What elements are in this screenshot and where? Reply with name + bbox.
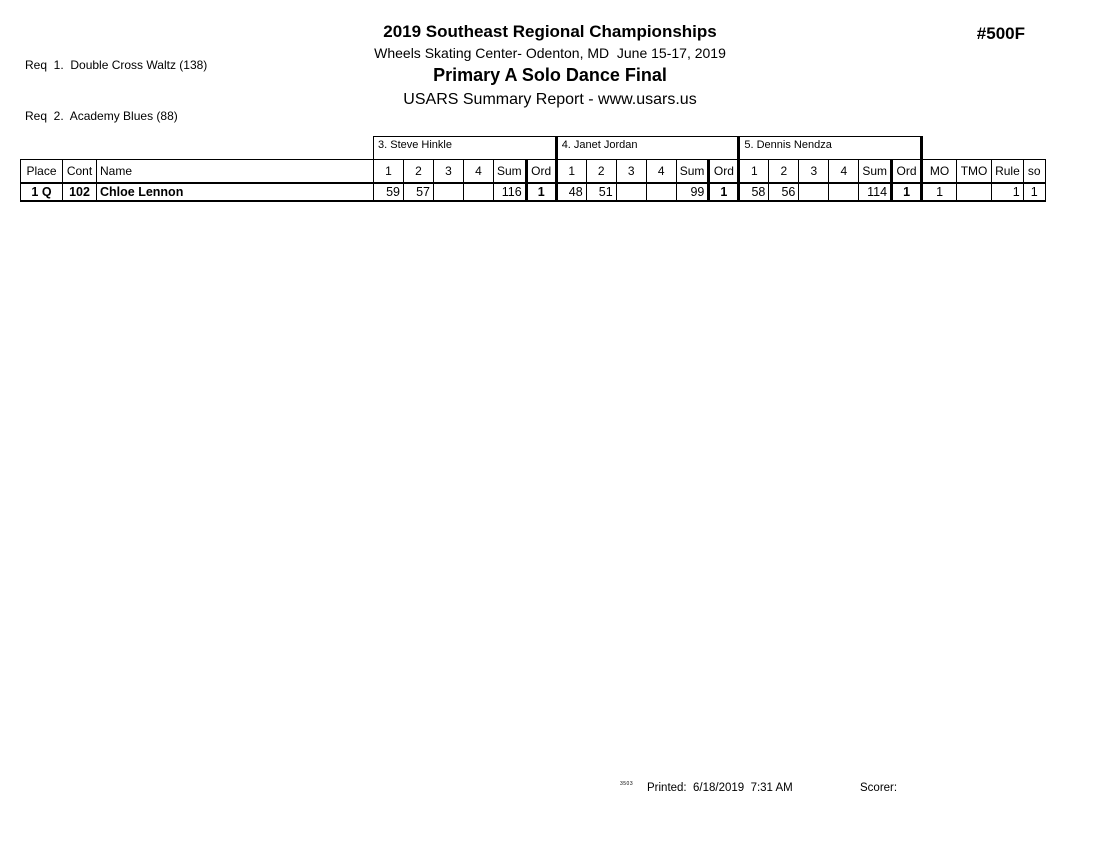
col-score: 3 xyxy=(799,160,829,183)
judge-name-row xyxy=(21,137,1046,160)
col-score: 2 xyxy=(769,160,799,183)
col-so: so xyxy=(1023,160,1045,183)
col-score: 1 xyxy=(739,160,769,183)
col-score: 3 xyxy=(434,160,464,183)
col-score: 2 xyxy=(586,160,616,183)
col-score: 3 xyxy=(616,160,646,183)
col-cont: Cont xyxy=(63,160,97,183)
requirement-line: Req 2. Academy Blues (88) xyxy=(25,109,178,123)
score-cell: 58 xyxy=(739,183,769,201)
col-score: 4 xyxy=(646,160,676,183)
judge-row-right-spacer xyxy=(922,137,1046,160)
scorer-label: Scorer: xyxy=(860,782,898,794)
skater-name-cell: Chloe Lennon xyxy=(97,183,374,201)
report-type-line: USARS Summary Report - www.usars.us xyxy=(403,91,697,108)
col-ord: Ord xyxy=(526,160,556,183)
results-table xyxy=(20,136,1046,202)
report-header xyxy=(0,22,1100,109)
judge-name-cell: 4. Janet Jordan xyxy=(556,137,739,160)
score-cell xyxy=(646,183,676,201)
column-header-row xyxy=(21,160,1046,183)
judge-row-left-spacer xyxy=(21,137,374,160)
majority-ordinal-cell: 1 xyxy=(922,183,957,201)
col-rule: Rule xyxy=(992,160,1024,183)
score-cell: 48 xyxy=(556,183,586,201)
rule-cell: 1 xyxy=(992,183,1024,201)
sum-cell: 116 xyxy=(494,183,527,201)
requirement-line: Req 1. Double Cross Waltz (138) xyxy=(25,58,208,72)
col-score: 1 xyxy=(556,160,586,183)
score-cell xyxy=(434,183,464,201)
score-cell xyxy=(464,183,494,201)
col-sum: Sum xyxy=(494,160,527,183)
score-cell: 51 xyxy=(586,183,616,201)
score-cell: 56 xyxy=(769,183,799,201)
score-cell xyxy=(799,183,829,201)
score-cell xyxy=(829,183,859,201)
col-score: 4 xyxy=(464,160,494,183)
sum-cell: 99 xyxy=(676,183,709,201)
col-name: Name xyxy=(97,160,374,183)
event-code: #500F xyxy=(976,24,1025,43)
judge-name-cell: 3. Steve Hinkle xyxy=(374,137,557,160)
so-cell: 1 xyxy=(1023,183,1045,201)
report-form-code: 3503 xyxy=(620,781,634,787)
col-score: 2 xyxy=(404,160,434,183)
col-score: 4 xyxy=(829,160,859,183)
score-cell: 57 xyxy=(404,183,434,201)
championship-title: 2019 Southeast Regional Championships xyxy=(383,22,717,41)
contestant-number-cell: 102 xyxy=(63,183,97,201)
ordinal-cell: 1 xyxy=(526,183,556,201)
col-ord: Ord xyxy=(709,160,739,183)
sum-cell: 114 xyxy=(859,183,892,201)
printed-timestamp: Printed: 6/18/2019 7:31 AM xyxy=(647,782,793,794)
total-majority-ordinal-cell xyxy=(957,183,992,201)
score-cell: 59 xyxy=(374,183,404,201)
ordinal-cell: 1 xyxy=(892,183,922,201)
col-sum: Sum xyxy=(859,160,892,183)
col-mo: MO xyxy=(922,160,957,183)
col-ord: Ord xyxy=(892,160,922,183)
col-place: Place xyxy=(21,160,63,183)
col-score: 1 xyxy=(374,160,404,183)
col-sum: Sum xyxy=(676,160,709,183)
col-tmo: TMO xyxy=(957,160,992,183)
score-cell xyxy=(616,183,646,201)
judge-name-cell: 5. Dennis Nendza xyxy=(739,137,922,160)
ordinal-cell: 1 xyxy=(709,183,739,201)
venue-date-line: Wheels Skating Center- Odenton, MD June 15-17, 2019 xyxy=(374,45,726,61)
result-row xyxy=(21,183,1046,201)
event-title: Primary A Solo Dance Final xyxy=(433,65,667,85)
place-cell: 1 Q xyxy=(21,183,63,201)
